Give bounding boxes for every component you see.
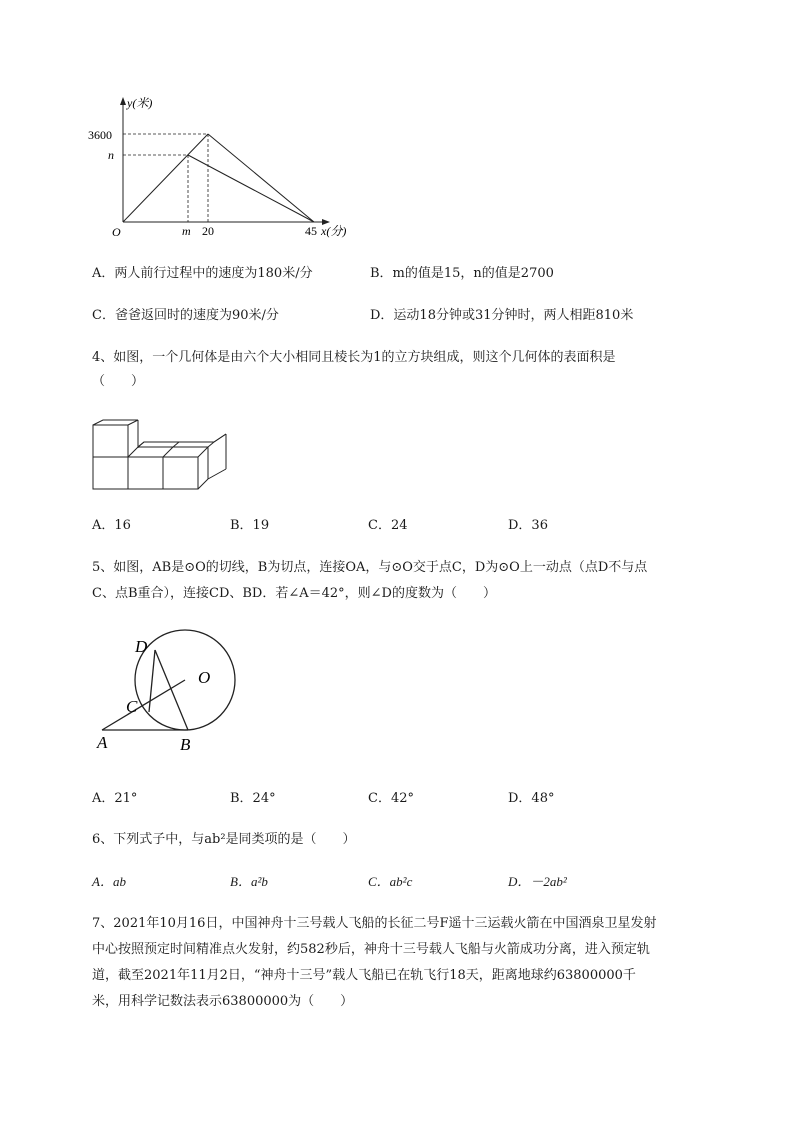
q5-option-a: A．21°: [92, 791, 138, 806]
label-c: C: [126, 697, 138, 716]
q6-option-d: D．－2ab²: [508, 874, 567, 889]
q6-option-a: A．ab: [92, 874, 126, 889]
q5-stem-line1: 5、如图，AB是⊙O的切线，B为切点，连接OA，与⊙O交于点C，D为⊙O上一动点（点D不与点: [92, 560, 648, 575]
cube-front-top: [93, 425, 128, 457]
cube-top-depth: [93, 420, 138, 425]
q7-stem-line4: 米，用科学记数法表示63800000为（ ）: [92, 994, 354, 1009]
q6-stem: 6、下列式子中，与ab²是同类项的是（ ）: [92, 832, 356, 847]
label-d: D: [135, 637, 148, 656]
q4-option-a: A．16: [92, 518, 131, 533]
line-upper-back: [208, 134, 314, 222]
cube-back-top: [128, 434, 226, 457]
segment-db: [155, 650, 188, 730]
q3-option-b: B．m的值是15，n的值是2700: [370, 266, 554, 281]
q7-stem-line1: 7、2021年10月16日，中国神舟十三号载人飞船的长征二号F遥十三运载火箭在中国酒泉卫星发射: [92, 916, 657, 931]
line-lower-back: [188, 155, 314, 222]
q7-stem-line3: 道，截至2021年11月2日，“神舟十三号”载人飞船已在轨飞行18天，距离地球约63800000千: [92, 968, 636, 983]
circle-figure: [92, 630, 252, 755]
x-axis-label: x(分): [321, 224, 347, 238]
q5-stem-line2: C、点B重合），连接CD、BD．若∠A＝42°，则∠D的度数为（ ）: [92, 586, 496, 601]
q6-option-c: C．ab²c: [368, 874, 413, 889]
line-upper-out: [123, 134, 208, 222]
q5-option-c: C．42°: [368, 791, 414, 806]
y-axis-label: y(米): [127, 96, 153, 110]
segment-dc: [149, 650, 155, 712]
q4-option-c: C．24: [368, 518, 408, 533]
x-tick-45: 45: [305, 224, 317, 238]
q4-paren: （ ）: [92, 374, 145, 389]
origin-label: O: [112, 225, 121, 239]
label-b: B: [180, 735, 191, 754]
x-tick-m: m: [182, 224, 191, 238]
q3-option-c: C．爸爸返回时的速度为90米/分: [92, 308, 279, 323]
q4-stem: 4、如图，一个几何体是由六个大小相同且棱长为1的立方块组成，则这个几何体的表面积是: [92, 350, 616, 365]
y-tick-3600: 3600: [88, 128, 112, 142]
x-tick-20: 20: [202, 224, 214, 238]
label-o: O: [198, 668, 211, 687]
cube-front-bottom-1: [93, 457, 128, 489]
q3-option-a: A．两人前行过程中的速度为180米/分: [92, 266, 313, 281]
segment-ao: [102, 680, 185, 730]
y-axis-arrow: [120, 97, 126, 105]
cube-front-bottom-3: [163, 457, 198, 489]
cube-figure: [90, 420, 235, 495]
y-tick-n: n: [108, 148, 114, 162]
label-a: A: [97, 733, 108, 752]
q5-option-b: B．24°: [230, 791, 276, 806]
distance-time-graph: [88, 92, 380, 242]
q6-option-b: B．a²b: [230, 874, 268, 889]
q5-option-d: D．48°: [508, 791, 555, 806]
q7-stem-line2: 中心按照预定时间精准点火发射，约582秒后，神舟十三号载人飞船与火箭成功分离，进入预定轨: [92, 942, 650, 957]
q4-option-b: B．19: [230, 518, 270, 533]
q4-option-d: D．36: [508, 518, 548, 533]
cube-front-bottom-2: [128, 457, 163, 489]
q3-option-d: D．运动18分钟或31分钟时，两人相距810米: [370, 308, 634, 323]
